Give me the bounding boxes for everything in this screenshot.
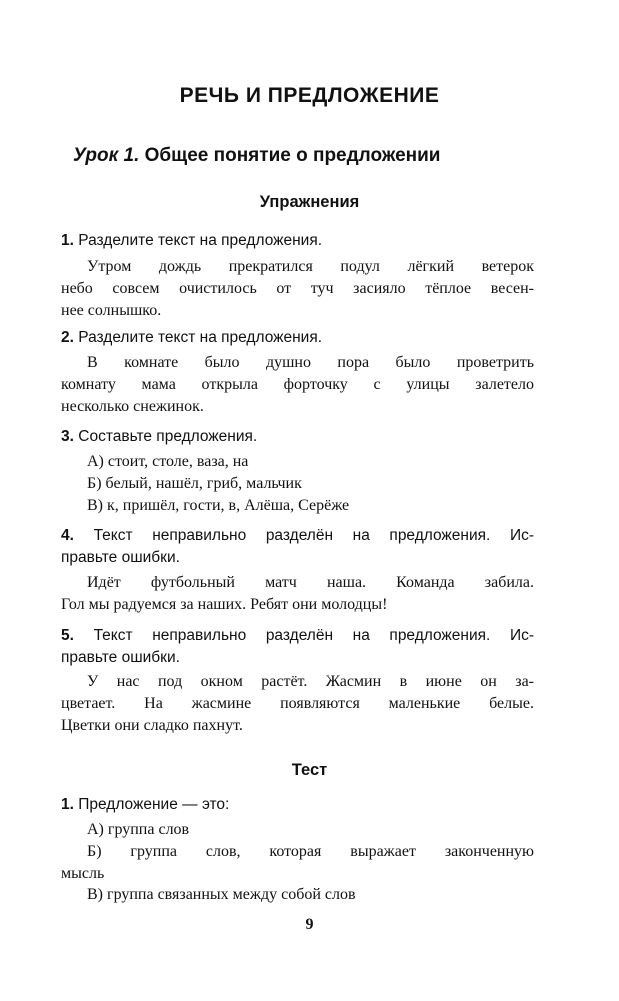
instruction-line: правьте ошибки. bbox=[61, 649, 180, 666]
instruction-text: Текст неправильно разделён на предложения. Ис- bbox=[93, 627, 534, 644]
text-line: несколько снежинок. bbox=[61, 398, 204, 415]
chapter-title: РЕЧЬ И ПРЕДЛОЖЕНИЕ bbox=[179, 84, 440, 107]
test-1-option-c: В) группа связанных между собой слов bbox=[87, 886, 356, 903]
text-line: Цветки они сладко пахнут. bbox=[61, 717, 243, 734]
instruction-text: Составьте предложения. bbox=[78, 428, 258, 445]
question-number: 1. bbox=[61, 796, 74, 813]
exercise-3-instruction bbox=[61, 426, 534, 448]
exercise-number: 4. bbox=[61, 527, 74, 544]
test-1-option-b bbox=[61, 841, 534, 885]
exercise-3-option-c: В) к, пришёл, гости, в, Алёша, Серёже bbox=[87, 497, 350, 514]
exercise-4-instruction bbox=[61, 525, 534, 569]
text-line: небо совсем очистилось от туч засияло тёплое весен- bbox=[61, 280, 534, 297]
exercise-4-text bbox=[61, 572, 534, 616]
exercises-heading: Упражнения bbox=[259, 193, 360, 211]
test-question-1 bbox=[61, 794, 534, 816]
exercise-5-instruction bbox=[61, 625, 534, 669]
test-1-option-a: А) группа слов bbox=[87, 821, 190, 838]
question-text: Предложение — это: bbox=[78, 796, 230, 813]
text-line: Утром дождь прекратился подул лёгкий ветерок bbox=[87, 258, 534, 275]
text-line: цветает. На жасмине появляются маленькие белые. bbox=[61, 695, 534, 712]
text-line: комнату мама открыла форточку с улицы залетело bbox=[61, 376, 534, 393]
exercise-number: 2. bbox=[61, 329, 74, 346]
lesson-title bbox=[73, 145, 440, 167]
exercise-2-instruction bbox=[61, 327, 534, 349]
exercise-5-text bbox=[61, 671, 534, 737]
test-heading: Тест bbox=[291, 761, 328, 779]
lesson-name: Общее понятие о предложении bbox=[144, 145, 441, 166]
exercise-number: 5. bbox=[61, 627, 74, 644]
text-line: Гол мы радуемся за наших. Ребят они молодцы! bbox=[61, 596, 388, 613]
instruction-text: Разделите текст на предложения. bbox=[78, 329, 323, 346]
text-line: Идёт футбольный матч наша. Команда забила. bbox=[87, 574, 534, 591]
instruction-text: Текст неправильно разделён на предложения. Ис- bbox=[93, 527, 534, 544]
instruction-line bbox=[61, 625, 534, 647]
exercise-1-text bbox=[61, 256, 534, 322]
exercise-number: 1. bbox=[61, 232, 74, 249]
exercise-3-option-a: А) стоит, столе, ваза, на bbox=[87, 453, 249, 470]
instruction-text: Разделите текст на предложения. bbox=[78, 232, 323, 249]
text-line: У нас под окном растёт. Жасмин в июне он за- bbox=[87, 673, 534, 690]
exercise-number: 3. bbox=[61, 428, 74, 445]
text-line: В комнате было душно пора было проветрить bbox=[87, 354, 534, 371]
instruction-line: правьте ошибки. bbox=[61, 549, 180, 566]
option-line: Б) группа слов, которая выражает законченную bbox=[87, 843, 534, 860]
exercise-2-text bbox=[61, 352, 534, 418]
text-line: нее солнышко. bbox=[61, 302, 162, 319]
exercise-3-option-b: Б) белый, нашёл, гриб, мальчик bbox=[87, 475, 302, 492]
page-number: 9 bbox=[305, 916, 314, 933]
exercise-1-instruction bbox=[61, 230, 534, 252]
option-line: мысль bbox=[61, 865, 105, 882]
instruction-line bbox=[61, 525, 534, 547]
lesson-number: Урок 1. bbox=[73, 145, 140, 166]
